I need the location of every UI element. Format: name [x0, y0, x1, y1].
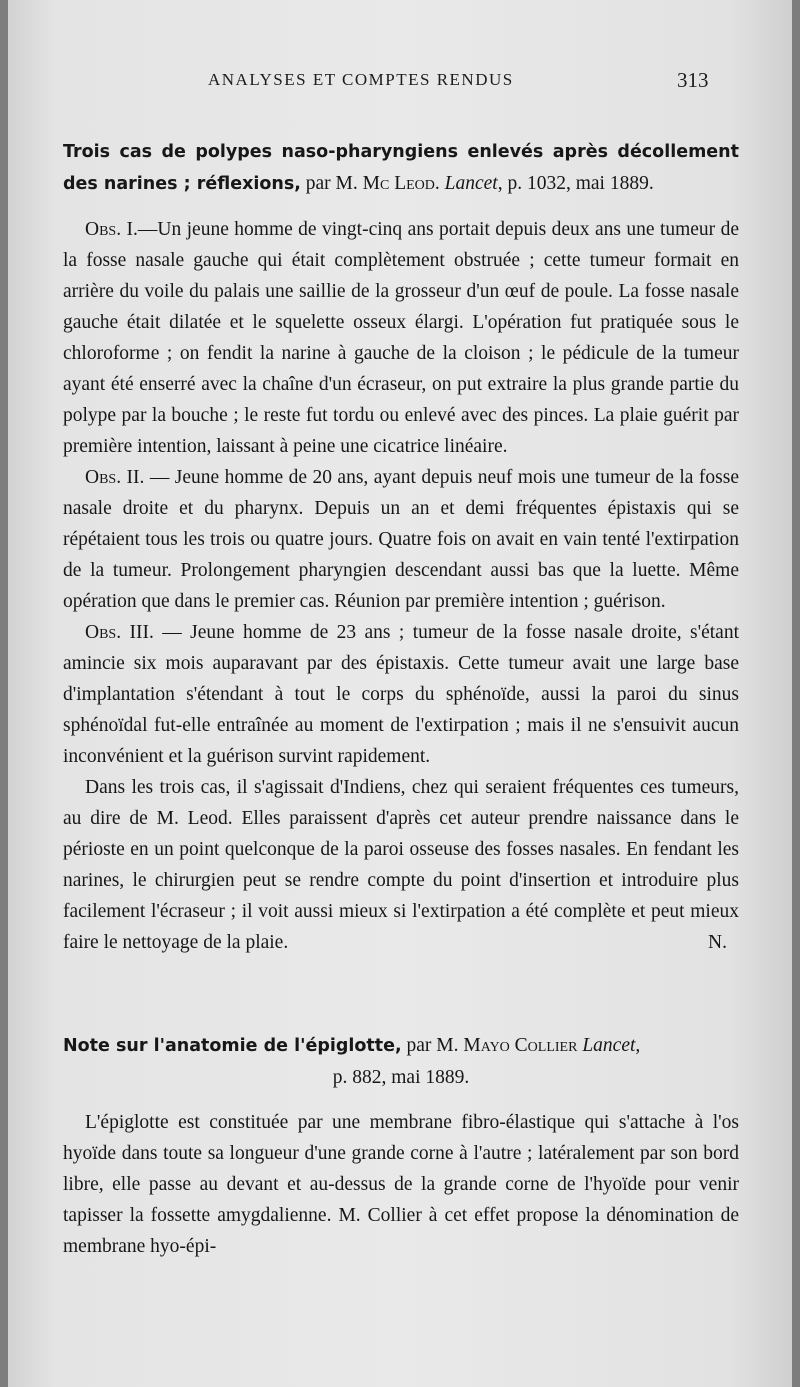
title-bold: Note sur l'anatomie de l'épiglotte,: [63, 1036, 402, 1056]
article-polypes: [63, 137, 739, 958]
title-author: Mc Leod: [362, 173, 435, 194]
article-title: [63, 1030, 739, 1062]
obs-text: — Jeune homme de 23 ans ; tumeur de la fosse nasale droite, s'étant amincie six mois auparavant par des épistaxis. Cette tumeur avait une large base d'implantation s'étendant à tout le corps du sphénoïde, aussi la paroi du sinus sphénoïdal fut-elle entraînée au moment de l'extirpation ; mais il ne s'ensuivit aucun inconvénient et la guérison survint rapidement.: [63, 622, 740, 767]
obs-text: —Un jeune homme de vingt-cinq ans portait depuis deux ans une tumeur de la fosse nasale gauche qui était complètement obstruée ; cette tumeur formait en arrière du voile du palais une saillie de la grosseur d'un œuf de poule. La fosse nasale gauche était dilatée et le squelette osseux élargi. L'opération fut pratiquée sous le chloroforme ; on fendit la narine à gauche de la cloison ; le pédicule de la tumeur ayant été enserré avec la chaîne d'un écraseur, on put extraire la plus grande partie du polype par la bouche ; le reste fut tordu ou enlevé avec des pinces. La plaie guérit par première intention, laissant à peine une cicatrice linéaire.: [63, 219, 740, 457]
title-ref: p. 882, mai 1889.: [332, 1067, 470, 1088]
conclusion-text: Dans les trois cas, il s'agissait d'Indiens, chez qui seraient fréquentes ces tumeurs, au dire de M. Leod. Elles paraissent d'après cet auteur prendre naissance dans le périoste en un point quelconque de la paroi osseuse des fosses nasales. En fendant les narines, le chirurgien peut se rendre compte du point d'insertion et introduire plus facilement l'écraseur ; il voit aussi mieux si l'extirpation a été complète et peut mieux faire le nettoyage de la plaie.: [63, 777, 739, 953]
running-title: ANALYSES ET COMPTES RENDUS: [208, 70, 514, 89]
body-paragraph: L'épiglotte est constituée par une membrane fibro-élastique qui s'attache à l'os hyoïde dans toute sa longueur d'une grande corne à l'autre ; latéralement par son bord libre, elle passe au devant et au-dessus de la grande corne de l'hyoïde pour venir tapisser la fossette amygdalienne. M. Collier à cet effet propose la dénomination de membrane hyo-épi-: [63, 1112, 739, 1257]
title-author-prefix: par M.: [401, 1035, 464, 1056]
title-author: Mayo Collier: [463, 1035, 578, 1056]
page-number: 313: [677, 68, 709, 92]
title-sep: .: [434, 173, 445, 194]
title-rest: [301, 173, 654, 194]
title-rest: [402, 1035, 641, 1056]
observation-2: [63, 462, 739, 617]
article-epiglotte: [63, 1030, 739, 1262]
obs-text: — Jeune homme de 20 ans, ayant depuis neuf mois une tumeur de la fosse nasale droite et du pharynx. Depuis un an et demi fréquentes épistaxis qui se répétaient tous les trois ou quatre jours. Quatre fois on avait en vain tenté l'extirpation de la tumeur. Prolongement pharyngien descendant aussi bas que la luette. Même opération que dans le premier cas. Réunion par première intention ; guérison.: [63, 467, 739, 612]
title-ref-line: [63, 1062, 739, 1093]
article-title: [63, 137, 739, 200]
obs-label: Obs. II.: [85, 467, 145, 488]
page-header: [8, 70, 792, 100]
obs-label: Obs. I.: [85, 219, 138, 240]
title-journal: Lancet,: [582, 1035, 641, 1056]
obs-label: Obs. III.: [85, 622, 154, 643]
observation-1: [63, 214, 739, 462]
signature: N.: [708, 932, 727, 953]
conclusion-paragraph: [63, 772, 739, 958]
observation-3: [63, 617, 739, 772]
title-bold: Trois cas de polypes naso-pharyngiens enlevés après décollement des narines ; réflexions,: [63, 142, 739, 194]
title-ref: , p. 1032, mai 1889.: [497, 173, 654, 194]
title-journal: Lancet: [444, 173, 498, 194]
book-page: [8, 0, 792, 1387]
title-author-prefix: par M.: [300, 173, 363, 194]
